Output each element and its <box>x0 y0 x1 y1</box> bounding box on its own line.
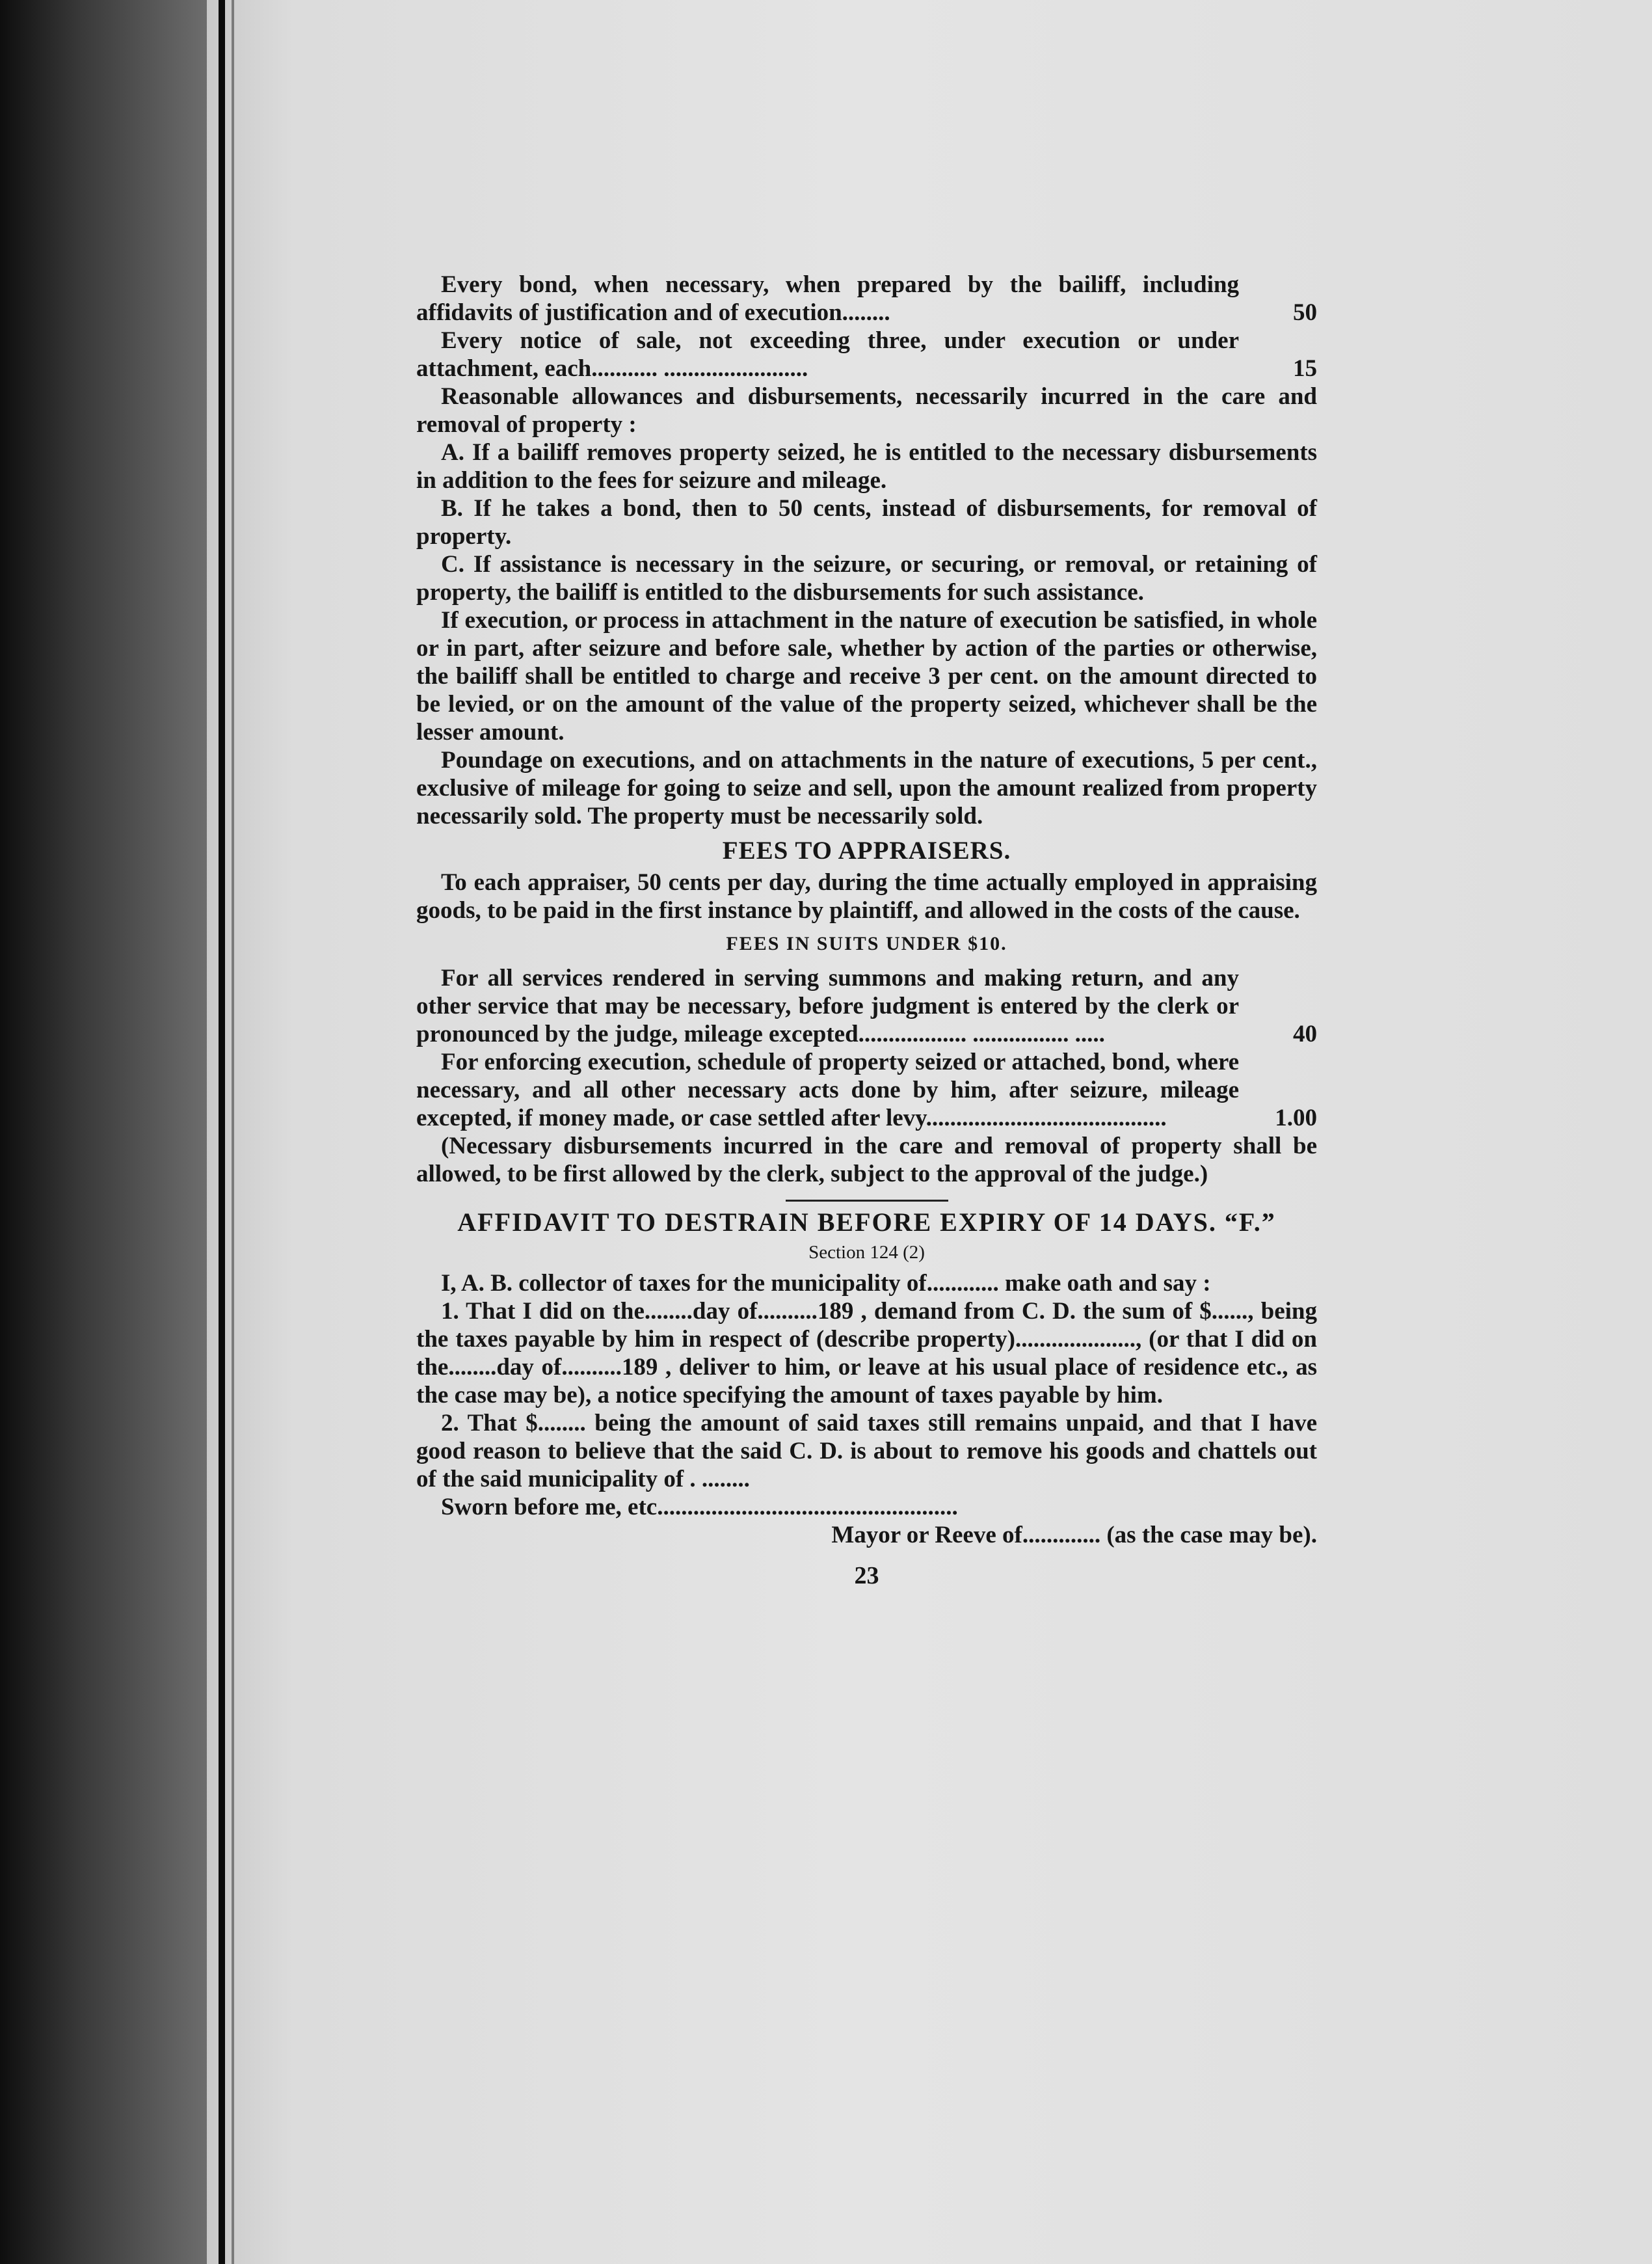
fee-item-amount: 15 <box>1293 355 1317 382</box>
fee-item-amount: 50 <box>1293 299 1317 326</box>
affidavit-intro: I, A. B. collector of taxes for the municipality of............ make oath and say : <box>441 1270 1211 1297</box>
fee-item-text: Every notice of sale, not exceeding three, under execution or under attachment, each........... ........................ <box>416 327 1239 382</box>
affidavit-clause-1: 1. That I did on the........day of..........189 , demand from C. D. the sum of $......, being the taxes payable by him in respect of (describe property)...................., (or that I did on the........day of..........189 , deliver to him, or leave at his usual place of residence etc., as the case may be), a notice specifying the amount of taxes payable by him. <box>416 1298 1317 1408</box>
signature-line: Mayor or Reeve of............. (as the case may be). <box>831 1522 1317 1548</box>
clause-c: C. If assistance is necessary in the seizure, or securing, or removal, or retaining of property, the bailiff is entitled to the disbursements for such assistance. <box>416 551 1317 606</box>
fee-item-bond <box>416 271 1317 327</box>
suit-fee-text: For all services rendered in serving summons and making return, and any other service that may be necessary, before judgment is entered by the clerk or pronounced by the judge, mileage excepted.................. ................ ..... <box>416 965 1239 1047</box>
section-reference: Section 124 (2) <box>808 1242 925 1263</box>
page-number: 23 <box>854 1562 879 1589</box>
disbursements-note: (Necessary disbursements incurred in the care and removal of property shall be allowed, to be first allowed by the clerk, subject to the approval of the judge.) <box>416 1133 1317 1187</box>
fee-item-notice-of-sale <box>416 327 1317 383</box>
poundage-paragraph: Poundage on executions, and on attachments in the nature of executions, 5 per cent., exclusive of mileage for going to seize and sell, upon the amount realized from property necessarily sold. The property must be necessarily sold. <box>416 747 1317 829</box>
page-fold-highlight <box>232 0 234 2264</box>
fee-item-text: Every bond, when necessary, when prepared by the bailiff, including affidavits of justification and of execution........ <box>416 271 1239 326</box>
section-divider <box>786 1200 948 1202</box>
appraisers-paragraph: To each appraiser, 50 cents per day, during the time actually employed in appraising goods, to be paid in the first instance by plaintiff, and allowed in the costs of the cause. <box>416 869 1317 924</box>
affidavit-title: AFFIDAVIT TO DESTRAIN BEFORE EXPIRY OF 14 DAYS. “F.” <box>457 1207 1276 1237</box>
page-fold-line <box>219 0 225 2264</box>
suit-fee-amount: 1.00 <box>1275 1105 1317 1131</box>
suit-fee-item-execution <box>416 1048 1317 1132</box>
allowances-intro: Reasonable allowances and disbursements, necessarily incurred in the care and removal of property : <box>416 383 1317 438</box>
clause-a: A. If a bailiff removes property seized, he is entitled to the necessary disbursements in addition to the fees for seizure and mileage. <box>416 439 1317 494</box>
suits-heading: FEES IN SUITS UNDER $10. <box>726 933 1007 954</box>
suit-fee-amount: 40 <box>1293 1021 1317 1047</box>
appraisers-heading: FEES TO APPRAISERS. <box>722 837 1011 865</box>
clause-b: B. If he takes a bond, then to 50 cents, instead of disbursements, for removal of property. <box>416 495 1317 550</box>
suit-fee-text: For enforcing execution, schedule of property seized or attached, bond, where necessary, and all other necessary acts done by him, after seizure, mileage excepted, if money made, or case settled after levy........................................ <box>416 1049 1239 1131</box>
affidavit-clause-2: 2. That $........ being the amount of said taxes still remains unpaid, and that I have good reason to believe that the said C. D. is about to remove his goods and chattels out of the said municipality of . ........ <box>416 1410 1317 1492</box>
suit-fee-item-services <box>416 964 1317 1048</box>
page-text-block <box>416 271 1317 1590</box>
sworn-line: Sworn before me, etc.................................................. <box>441 1494 958 1520</box>
binding-gutter <box>0 0 207 2264</box>
execution-paragraph: If execution, or process in attachment in the nature of execution be satisfied, in whole or in part, after seizure and before sale, whether by action of the parties or otherwise, the bailiff shall be entitled to charge and receive 3 per cent. on the amount directed to be levied, or on the amount of the value of the property seized, whichever shall be the lesser amount. <box>416 607 1317 746</box>
